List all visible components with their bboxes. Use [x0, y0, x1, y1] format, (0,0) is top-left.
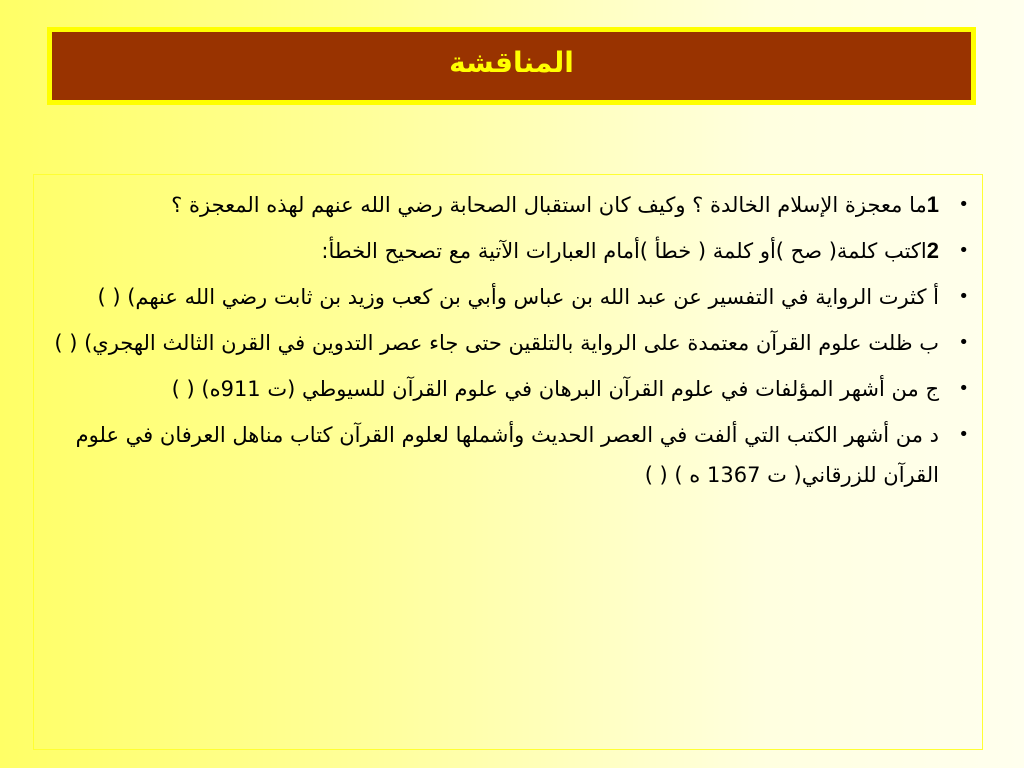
slide-title: المناقشة: [449, 45, 574, 79]
title-bar: [47, 27, 976, 105]
bullet-icon: •: [958, 194, 969, 215]
statement-item-b: [52, 323, 969, 363]
content-box: [33, 174, 983, 750]
bullet-icon: •: [958, 240, 969, 261]
bullet-icon: •: [958, 378, 969, 399]
question-text: اكتب كلمة( صح )أو كلمة ( خطأ )أمام العبارات الآتية مع تصحيح الخطأ:: [321, 239, 927, 263]
statement-text: د من أشهر الكتب التي ألفت في العصر الحديث وأشملها لعلوم القرآن كتاب مناهل العرفان في علوم القرآن للزرقاني( ت 1367 ه ) ( ): [75, 423, 939, 487]
statement-item-a: [52, 277, 969, 317]
question-number: 2: [926, 238, 939, 263]
statement-item-c: [52, 369, 969, 409]
bullet-icon: •: [958, 286, 969, 307]
question-text: ما معجزة الإسلام الخالدة ؟ وكيف كان استقبال الصحابة رضي الله عنهم لهذه المعجزة ؟: [171, 193, 927, 217]
statement-text: أ كثرت الرواية في التفسير عن عبد الله بن عباس وأبي بن كعب وزيد بن ثابت رضي الله عنهم) ( ): [97, 285, 939, 309]
question-number: 1: [926, 192, 939, 217]
question-list: [34, 175, 982, 495]
statement-text: ج من أشهر المؤلفات في علوم القرآن البرهان في علوم القرآن للسيوطي (ت 911ه) ( ): [171, 377, 939, 401]
bullet-icon: •: [958, 424, 969, 445]
bullet-icon: •: [958, 332, 969, 353]
statement-text: ب ظلت علوم القرآن معتمدة على الرواية بالتلقين حتى جاء عصر التدوين في القرن الثالث الهجري) ( ): [54, 331, 939, 355]
question-item-2: [52, 231, 969, 271]
question-item-1: [52, 185, 969, 225]
statement-item-d: [52, 415, 969, 495]
